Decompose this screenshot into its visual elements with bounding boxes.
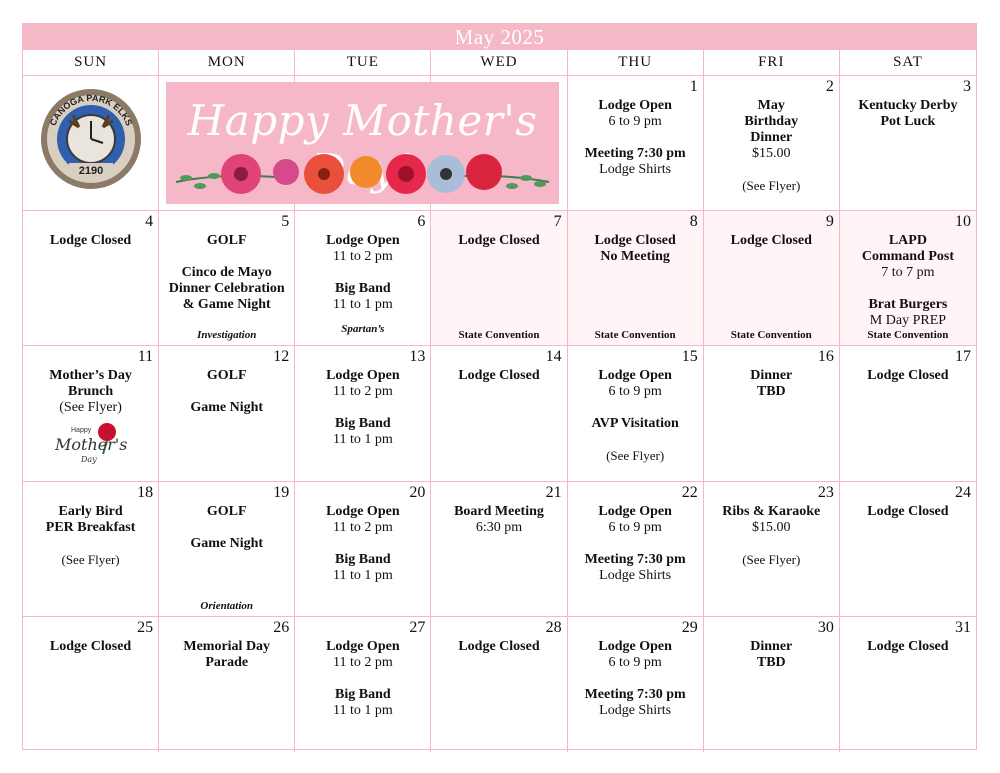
- event-line: [568, 400, 703, 416]
- event-line: 6:30 pm: [475, 519, 523, 535]
- day-cell-4: [23, 211, 159, 346]
- event-line: Lodge Closed: [730, 233, 812, 249]
- banner-text: Happy Mother's: [187, 96, 538, 145]
- day-cell-10: [840, 211, 976, 346]
- event-line: [295, 671, 430, 687]
- event-line: Early Bird: [58, 503, 123, 519]
- event-line: No Meeting: [600, 249, 670, 265]
- day-cell-12: [159, 346, 295, 481]
- event-line: AVP Visitation: [591, 416, 679, 432]
- event-line: Lodge Closed: [49, 638, 132, 654]
- event-line: (See Flyer): [59, 400, 122, 416]
- day-events: [568, 211, 703, 265]
- day-events: [159, 211, 294, 313]
- event-line: Lodge Open: [598, 503, 672, 519]
- day-number: 30: [817, 618, 834, 636]
- event-line: 11 to 2 pm: [332, 249, 393, 265]
- event-line: GOLF: [206, 503, 247, 519]
- day-cell-31: [840, 617, 976, 752]
- event-line: $15.00: [752, 519, 791, 535]
- month-title: May 2025: [23, 24, 976, 50]
- event-line: 11 to 2 pm: [332, 654, 393, 670]
- cell-footnote: Investigation: [197, 329, 257, 342]
- event-line: Dinner: [750, 638, 793, 654]
- event-line: 11 to 1 pm: [332, 702, 393, 718]
- event-line: Lodge Shirts: [599, 702, 672, 718]
- event-line: GOLF: [206, 368, 247, 384]
- event-line: 6 to 9 pm: [608, 519, 662, 535]
- day-number: 7: [553, 213, 562, 231]
- day-number: 5: [281, 213, 290, 231]
- weekday-tue: TUE: [295, 50, 431, 75]
- day-cell-27: [295, 617, 431, 752]
- day-number: 29: [681, 618, 698, 636]
- weekday-sat: SAT: [893, 54, 923, 70]
- event-line: 7 to 7 pm: [881, 265, 935, 281]
- day-cell-14: [431, 346, 567, 481]
- lodge-emblem-icon: [39, 87, 143, 191]
- event-line: Lodge Open: [598, 368, 672, 384]
- day-events: [704, 211, 839, 249]
- day-number: 26: [273, 618, 290, 636]
- event-line: Lodge Open: [326, 233, 400, 249]
- event-line: Meeting 7:30 pm: [584, 686, 686, 702]
- day-events: [840, 76, 976, 130]
- event-line: [568, 432, 703, 448]
- emblem-title: CANOGA PARK ELKS: [47, 92, 135, 128]
- day-number: 12: [273, 348, 290, 366]
- day-cell-17: [840, 346, 976, 481]
- day-number: 16: [817, 348, 834, 366]
- day-number: 6: [417, 213, 426, 231]
- event-line: Lodge Open: [326, 638, 400, 654]
- cell-footnote: Spartan’s: [341, 323, 385, 336]
- day-cell-7: [431, 211, 567, 346]
- event-line: (See Flyer): [742, 551, 801, 567]
- event-line: (See Flyer): [606, 448, 665, 464]
- cell-footnote: Orientation: [200, 599, 253, 612]
- event-line: & Game Night: [182, 297, 271, 313]
- event-line: Command Post: [861, 249, 954, 265]
- day-cell-6: [295, 211, 431, 346]
- day-number: 23: [817, 483, 834, 501]
- event-line: TBD: [756, 384, 786, 400]
- event-line: Lodge Closed: [458, 638, 540, 654]
- event-line: Dinner Celebration: [168, 281, 285, 297]
- day-cell-9: [704, 211, 840, 346]
- event-line: Lodge Open: [598, 638, 672, 654]
- event-line: Lodge Open: [326, 368, 400, 384]
- emblem-number: 2190: [78, 165, 104, 177]
- day-number: 8: [689, 213, 698, 231]
- event-line: Dinner: [750, 368, 793, 384]
- day-number: 20: [409, 483, 426, 501]
- event-line: Cinco de Mayo: [181, 265, 272, 281]
- day-cell-24: [840, 482, 976, 617]
- day-cell-13: [295, 346, 431, 481]
- weekday-fri: FRI: [704, 50, 840, 75]
- event-line: 6 to 9 pm: [608, 654, 662, 670]
- mini-logo-bottom: Day: [81, 455, 97, 465]
- event-line: Birthday: [744, 114, 799, 129]
- day-events: [704, 76, 839, 194]
- flowers-icon: [166, 142, 559, 204]
- event-line: [159, 384, 294, 400]
- event-line: [295, 536, 430, 552]
- day-number: 9: [825, 213, 834, 231]
- event-line: Lodge Open: [598, 98, 672, 113]
- day-number: 15: [681, 348, 698, 366]
- day-cell-8: [568, 211, 704, 346]
- event-line: (See Flyer): [61, 551, 120, 567]
- event-line: Mother’s Day: [49, 368, 132, 384]
- day-cell-28: [431, 617, 567, 752]
- day-number: 21: [545, 483, 562, 501]
- event-line: (See Flyer): [742, 178, 801, 193]
- cell-footnote: State Convention: [458, 329, 540, 342]
- event-line: Big Band: [335, 416, 391, 432]
- day-number: 28: [545, 618, 562, 636]
- day-events: [431, 211, 566, 249]
- day-cell-23: [704, 482, 840, 617]
- event-line: Meeting 7:30 pm: [584, 146, 686, 161]
- day-events: [23, 211, 158, 249]
- cell-footnote: State Convention: [730, 329, 812, 342]
- day-number: 31: [954, 618, 971, 636]
- event-line: 6 to 9 pm: [608, 384, 662, 400]
- day-cell-21: [431, 482, 567, 617]
- day-cell-16: [704, 346, 840, 481]
- weekday-mon: MON: [159, 50, 295, 75]
- event-line: Lodge Closed: [867, 503, 949, 519]
- event-line: [704, 536, 839, 552]
- event-line: Brat Burgers: [868, 297, 948, 313]
- day-cell-18: [23, 482, 159, 617]
- event-line: Pot Luck: [880, 114, 936, 129]
- mothers-day-banner: [166, 82, 559, 204]
- day-number: 25: [137, 618, 154, 636]
- day-cell-19: [159, 482, 295, 617]
- event-line: [568, 671, 703, 687]
- event-line: 6 to 9 pm: [608, 114, 662, 129]
- event-line: Lodge Closed: [867, 368, 949, 384]
- weekday-thu: THU: [568, 50, 704, 75]
- mini-logo-top: Happy: [71, 427, 92, 435]
- cell-footnote: State Convention: [594, 329, 676, 342]
- event-line: $15.00: [752, 146, 791, 161]
- event-line: Kentucky Derby: [858, 98, 958, 113]
- event-line: Lodge Shirts: [599, 567, 672, 583]
- event-line: Big Band: [335, 281, 391, 297]
- day-cell-20: [295, 482, 431, 617]
- event-line: Game Night: [190, 400, 264, 416]
- day-number: 18: [137, 483, 154, 501]
- day-number: 24: [954, 483, 971, 501]
- event-line: Ribs & Karaoke: [722, 503, 821, 519]
- weekday-wed: WED: [431, 50, 567, 75]
- event-line: May: [757, 98, 785, 113]
- event-line: [840, 281, 976, 297]
- event-line: Lodge Open: [326, 503, 400, 519]
- cell-footnote: State Convention: [867, 329, 949, 342]
- event-line: Board Meeting: [454, 503, 544, 519]
- day-events: [568, 76, 703, 178]
- day-cell-3: [840, 76, 976, 211]
- event-line: Big Band: [335, 551, 391, 567]
- event-line: [23, 536, 158, 552]
- event-line: LAPD: [888, 233, 927, 249]
- event-line: [159, 249, 294, 265]
- event-line: [704, 162, 839, 178]
- day-cell-22: [568, 482, 704, 617]
- weekday-sun: SUN: [23, 50, 159, 75]
- event-line: [568, 536, 703, 552]
- day-cell-29: [568, 617, 704, 752]
- event-line: [159, 520, 294, 536]
- day-cell-25: [23, 617, 159, 752]
- mothers-day-logo-icon: [51, 420, 131, 468]
- day-number: 14: [545, 348, 562, 366]
- event-line: Memorial Day: [183, 638, 271, 654]
- day-cell-1: [568, 76, 704, 211]
- event-line: PER Breakfast: [45, 519, 136, 535]
- day-number: 22: [681, 483, 698, 501]
- day-number: 10: [954, 213, 971, 231]
- event-line: Big Band: [335, 686, 391, 702]
- event-line: Game Night: [190, 535, 264, 551]
- day-events: [295, 211, 430, 313]
- event-line: Parade: [205, 654, 249, 670]
- event-line: Lodge Closed: [458, 233, 540, 249]
- event-line: Brunch: [68, 384, 114, 400]
- day-cell-15: [568, 346, 704, 481]
- event-line: Lodge Closed: [49, 233, 132, 249]
- day-number: 4: [145, 213, 154, 231]
- event-line: 11 to 2 pm: [332, 384, 393, 400]
- event-line: Lodge Closed: [458, 368, 540, 384]
- day-number: 19: [273, 483, 290, 501]
- day-number: 27: [409, 618, 426, 636]
- event-line: [295, 265, 430, 281]
- day-number: 1: [689, 78, 698, 95]
- day-cell-30: [704, 617, 840, 752]
- event-line: Meeting 7:30 pm: [584, 551, 686, 567]
- event-line: Lodge Closed: [594, 233, 676, 249]
- event-line: GOLF: [206, 233, 247, 249]
- day-number: 2: [825, 78, 834, 95]
- event-line: Lodge Closed: [867, 638, 949, 654]
- event-line: [295, 400, 430, 416]
- event-line: TBD: [756, 654, 786, 670]
- event-line: Dinner: [750, 130, 793, 145]
- event-line: [568, 130, 703, 146]
- day-cell-11: [23, 346, 159, 481]
- event-line: 11 to 1 pm: [332, 567, 393, 583]
- day-number: 11: [137, 348, 154, 366]
- event-line: 11 to 2 pm: [332, 519, 393, 535]
- event-line: 11 to 1 pm: [332, 297, 393, 313]
- mini-logo-main: Mother's: [55, 435, 128, 455]
- day-number: 17: [954, 348, 971, 366]
- weekday-header: [23, 50, 976, 76]
- day-cell-5: [159, 211, 295, 346]
- day-number: 3: [962, 78, 971, 95]
- event-line: 11 to 1 pm: [332, 432, 393, 448]
- day-cell-2: [704, 76, 840, 211]
- event-line: M Day PREP: [869, 313, 947, 329]
- day-number: 13: [409, 348, 426, 366]
- day-cell-26: [159, 617, 295, 752]
- event-line: Lodge Shirts: [599, 162, 672, 177]
